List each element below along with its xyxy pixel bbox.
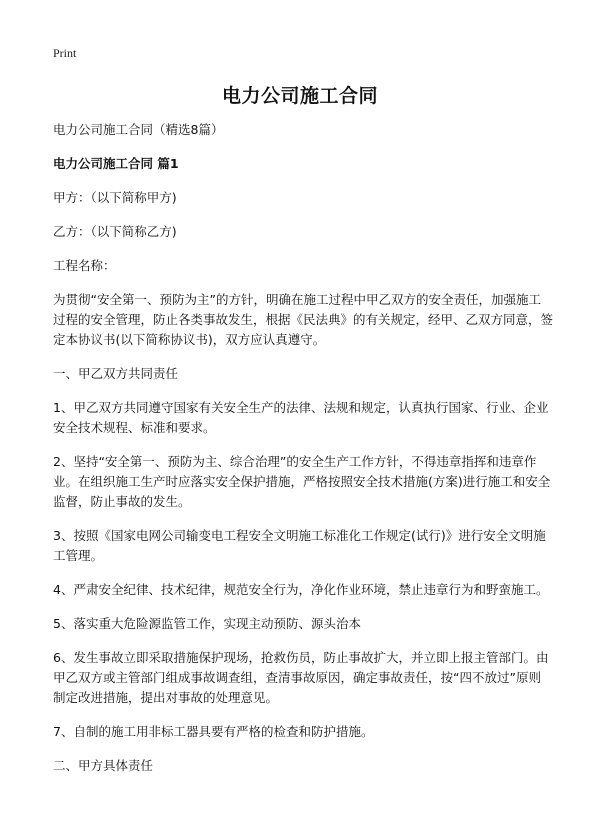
clause-6: 6、发生事故立即采取措施保护现场，抢救伤员，防止事故扩大，并立即上报主管部门。由甲乙双方或主管部门组成事故调查组，查清事故原因，确定事故责任，按“四不放过”原则制定改进措施，提出对事故的处理意见。 — [53, 650, 549, 705]
document-body — [53, 120, 553, 790]
party-b-line: 乙方：（以下简称乙方) — [53, 224, 177, 239]
party-a-line: 甲方：（以下简称甲方) — [53, 190, 177, 205]
print-link[interactable]: Print — [53, 46, 77, 60]
project-name-line: 工程名称： — [53, 258, 116, 273]
clause-1: 1、甲乙双方共同遵守国家有关安全生产的法律、法规和规定，认真执行国家、行业、企业安全技术规程、标准和要求。 — [53, 400, 549, 435]
clause-4: 4、严肃安全纪律、技术纪律，规范安全行为，净化作业环境，禁止违章行为和野蛮施工。 — [53, 582, 549, 597]
heading-party-a-responsibilities: 二、甲方具体责任 — [53, 758, 154, 773]
heading-joint-responsibilities: 一、甲乙双方共同责任 — [53, 366, 179, 381]
clause-5: 5、落实重大危险源监管工作，实现主动预防、源头治本 — [53, 616, 361, 631]
document-title: 电力公司施工合同 — [221, 85, 378, 107]
section-title: 电力公司施工合同 篇1 — [53, 156, 179, 171]
clause-2: 2、坚持“安全第一、预防为主、综合治理”的安全生产工作方针，不得违章指挥和违章作业。在组织施工生产时应落实安全保护措施，严格按照安全技术措施(方案)进行施工和安全监督，防止事故的发生。 — [53, 454, 551, 509]
clause-3: 3、按照《国家电网公司输变电工程安全文明施工标准化工作规定(试行)》进行安全文明施工管理。 — [53, 528, 546, 563]
intro-paragraph: 为贯彻“安全第一、预防为主”的方针，明确在施工过程中甲乙双方的安全责任，加强施工过程的安全管理，防止各类事故发生，根据《民法典》的有关规定，经甲、乙双方同意，签定本协议书(以下简称协议书)，双方应认真遵守。 — [53, 292, 554, 347]
document-subtitle: 电力公司施工合同（精选8篇） — [53, 122, 224, 137]
clause-7: 7、自制的施工用非标工器具要有严格的检查和防护措施。 — [53, 724, 374, 739]
